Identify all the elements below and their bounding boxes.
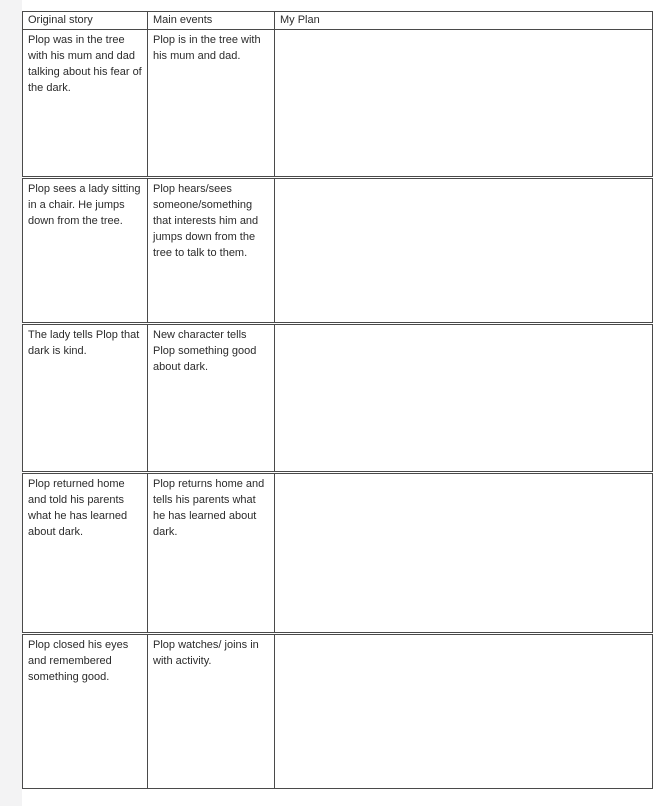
main-events-cell: Plop returns home and tells his parents what he has learned about dark. <box>148 473 275 634</box>
table-row <box>23 178 653 324</box>
table-row <box>23 634 653 789</box>
header-my-plan: My Plan <box>275 12 653 30</box>
main-events-cell: Plop watches/ joins in with activity. <box>148 634 275 789</box>
my-plan-cell[interactable] <box>275 473 653 634</box>
table-row <box>23 324 653 473</box>
table-row <box>23 30 653 178</box>
header-original-story: Original story <box>23 12 148 30</box>
original-story-cell: Plop sees a lady sitting in a chair. He jumps down from the tree. <box>23 178 148 324</box>
my-plan-cell[interactable] <box>275 634 653 789</box>
my-plan-cell[interactable] <box>275 178 653 324</box>
document-page <box>22 0 659 806</box>
original-story-cell: Plop was in the tree with his mum and dad talking about his fear of the dark. <box>23 30 148 178</box>
my-plan-cell[interactable] <box>275 30 653 178</box>
story-plan-table <box>22 11 653 789</box>
original-story-cell: The lady tells Plop that dark is kind. <box>23 324 148 473</box>
main-events-cell: New character tells Plop something good about dark. <box>148 324 275 473</box>
main-events-cell: Plop is in the tree with his mum and dad. <box>148 30 275 178</box>
main-events-cell: Plop hears/sees someone/something that interests him and jumps down from the tree to talk to them. <box>148 178 275 324</box>
original-story-cell: Plop returned home and told his parents what he has learned about dark. <box>23 473 148 634</box>
my-plan-cell[interactable] <box>275 324 653 473</box>
header-main-events: Main events <box>148 12 275 30</box>
header-row <box>23 12 653 30</box>
original-story-cell: Plop closed his eyes and remembered something good. <box>23 634 148 789</box>
table-row <box>23 473 653 634</box>
